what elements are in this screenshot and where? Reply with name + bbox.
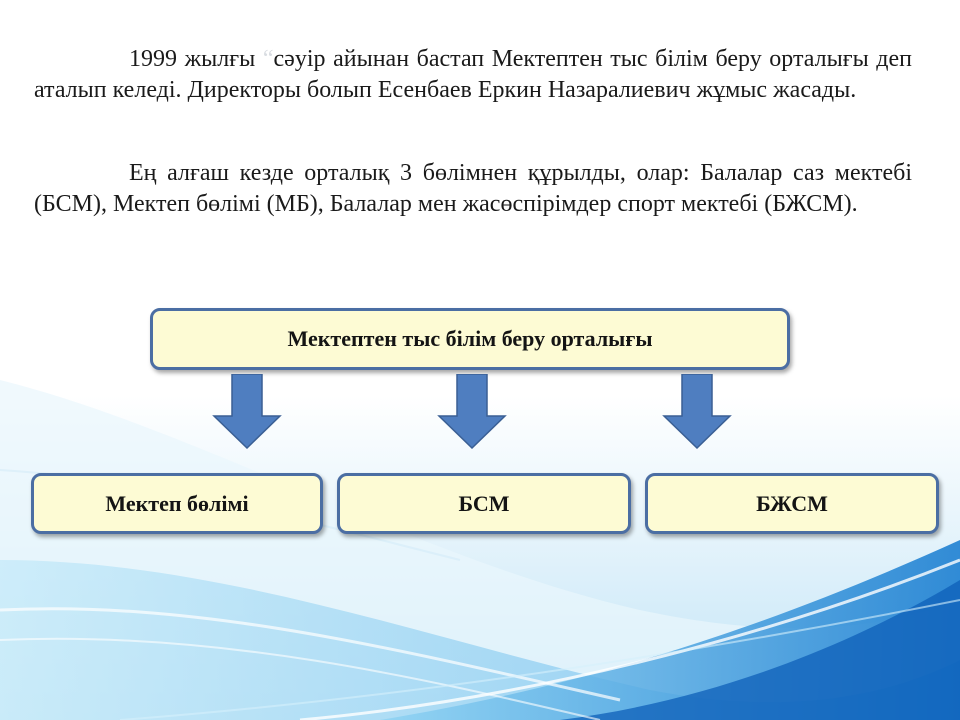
diagram-top-label: Мектептен тыс білім беру орталығы: [287, 326, 653, 351]
paragraph-structure: [34, 158, 912, 219]
diagram-box-label: БЖСМ: [756, 490, 828, 516]
diagram-top-box: [150, 308, 790, 370]
diagram-box-sport-school: [645, 473, 939, 534]
paragraph-structure-text: Ең алғаш кезде орталық 3 бөлімнен құрылды, олар: Балалар саз мектебі (БСМ), Мектеп бөлімі (МБ), Балалар мен жасөспірімдер спорт мектебі (БЖСМ).: [34, 160, 912, 217]
paragraph-year: 1999 жылғы: [129, 46, 256, 72]
paragraph-history-text: сәуір айынан бастап Мектептен тыс білім беру орталығы деп аталып келеді. Директоры болып Есенбаев Еркин Назаралиевич жұмыс жасады.: [34, 46, 913, 103]
paragraph-history: [34, 44, 912, 105]
diagram-box-school-department: [31, 473, 323, 534]
diagram-box-music-school: [337, 473, 631, 534]
diagram-box-label: Мектеп бөлімі: [105, 490, 249, 516]
quote-mark: “: [262, 46, 274, 72]
arrow-down-icon-left: [212, 374, 282, 449]
diagram-box-label: БСМ: [458, 490, 510, 516]
arrow-down-icon-middle: [437, 374, 507, 449]
arrow-down-icon-right: [662, 374, 732, 449]
